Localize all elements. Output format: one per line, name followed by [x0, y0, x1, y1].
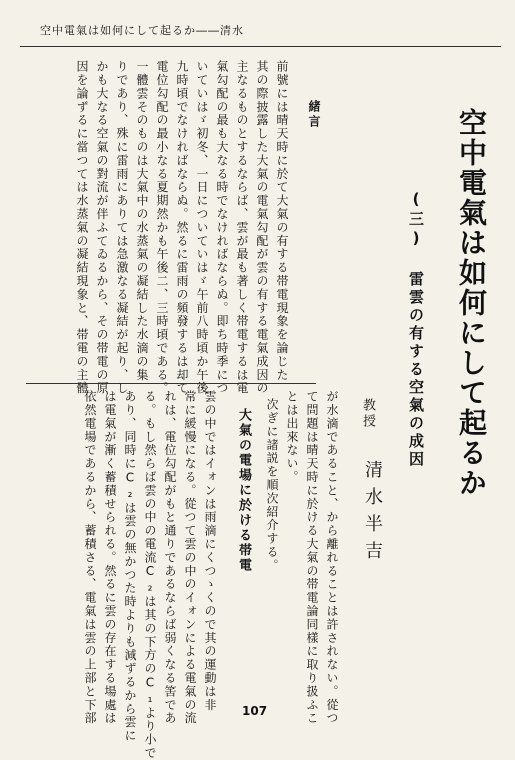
text-line: は電氣が漸く蓄積せられる。然るに雲の存在する場處は — [103, 390, 117, 725]
article-title: 空中電氣は如何にして起るか — [455, 108, 488, 498]
text-line: りであり、殊に雷雨にありては急激なる凝結が起り、し — [115, 60, 129, 395]
subsection-heading: 大氣の電場に於ける帯電 — [236, 408, 251, 573]
text-line: 前號には晴天時に於て大氣の有する帯電現象を論じた — [275, 60, 289, 382]
intro-heading: 緒言 — [307, 100, 321, 130]
text-line: る。もし然らば雲の中の電流C₂は其の下方のC₁より小で — [143, 390, 157, 760]
text-line: が水滴であること、から離れることは許されない。從つ — [325, 390, 339, 725]
text-line: 氣勾配の最も大なる時でなければならぬ。即ち時季につ — [215, 60, 229, 395]
text-line: 一體雲そのものは大氣中の水蒸氣の凝結した水滴の集 — [135, 60, 149, 382]
text-line: 主なるものとするならば、雲が最も著しく帯電するは電 — [235, 60, 249, 395]
text-line: かも大なる空氣の對流が伴ふてゐるから、その帯電の原 — [95, 60, 109, 395]
page-number: 107 — [242, 704, 268, 718]
text-line: れは、電位勾配がもと通りであるならば弱くなる筈であ — [163, 390, 177, 725]
text-line: 因を論ずるに當つては水蒸氣の凝結現象と、帯電の主體 — [75, 60, 89, 395]
text-line: て問題は晴天時に於ける大氣の帯電論同樣に取り扱ふこ — [305, 390, 319, 725]
text-line: 常に緩慢になる。從つて雲の中のイォンによる電氣の流 — [183, 390, 197, 725]
text-line: 次ぎに諸説を順次紹介する。 — [265, 398, 279, 573]
section-divider — [26, 383, 316, 384]
running-head: 空中電氣は如何にして起るか――清水 — [40, 24, 244, 37]
text-line: 雲の中ではイォンは雨滴にくつゝくので其の運動は非 — [203, 390, 217, 712]
text-line: とは出來ない。 — [285, 390, 299, 484]
text-line: 其の際披露した大氣の電氣勾配が雲の有する電氣成因の — [255, 60, 269, 395]
author-name: 清水半吉 — [362, 460, 383, 568]
text-line: 九時頃でなければならぬ。然るに雷雨の頻發するは却て — [175, 60, 189, 395]
text-line: あり、同時にC₂は雲の無かつた時よりも減ずるから雲に — [123, 390, 137, 743]
text-line: 電位勾配の最小なる夏期然かも午後二、三時頃である。 — [155, 60, 169, 395]
author-role: 教授 — [360, 398, 375, 430]
header-rule — [20, 46, 501, 47]
text-line: 依然電場であるから、蓄積さる、電氣は雲の上部と下部 — [83, 390, 97, 725]
section-heading: (三) 雷雲の有する空氣の成因 — [407, 190, 425, 469]
text-line: いていはゞ初冬、一日についていはゞ午前八時頃か午後 — [195, 60, 209, 395]
